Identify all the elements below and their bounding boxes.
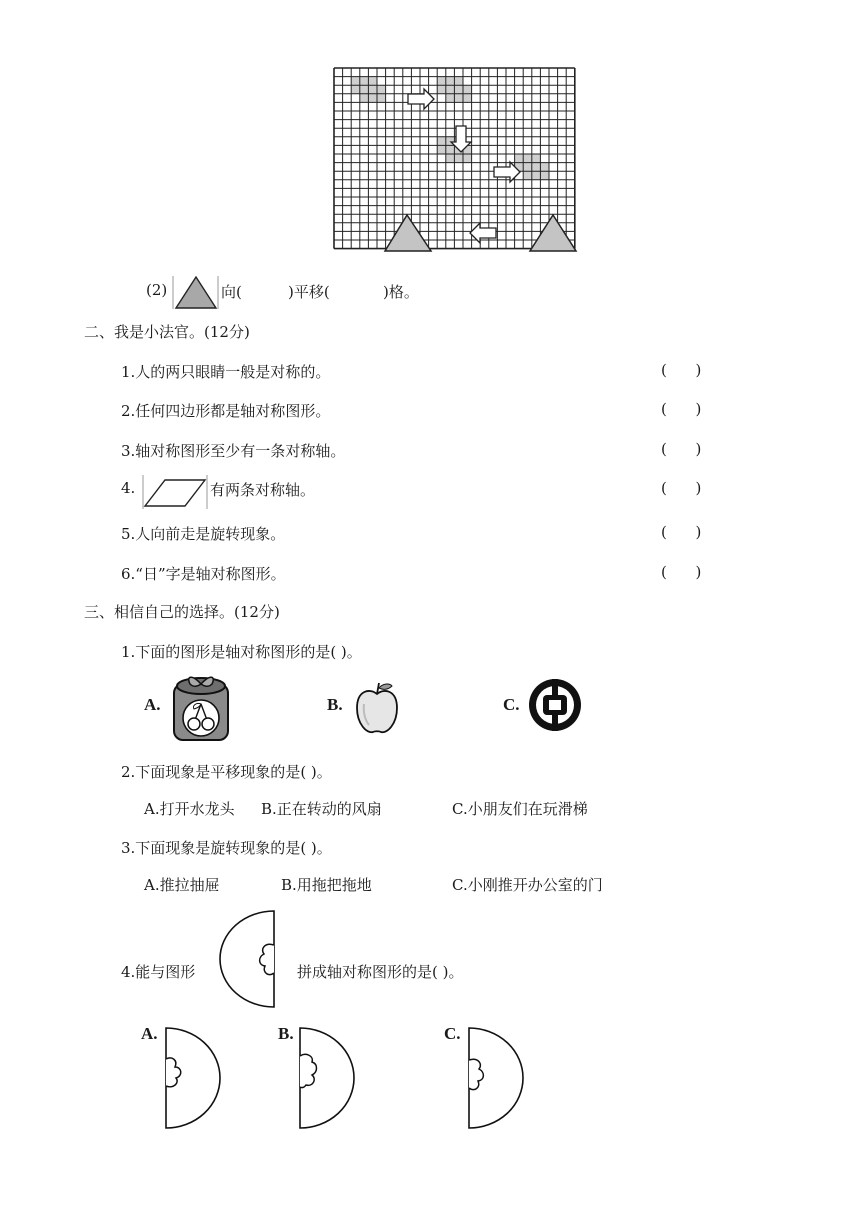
shaded-cell bbox=[437, 145, 446, 154]
shaded-cell bbox=[368, 77, 377, 86]
q3-option-c[interactable]: C.小刚推开办公室的门 bbox=[452, 876, 603, 894]
shaded-cell bbox=[446, 154, 455, 163]
choice-question-4-part-a: 4.能与图形 bbox=[121, 963, 196, 981]
question-1-2-move-text: )平移( bbox=[288, 283, 330, 301]
q2-option-c[interactable]: C.小朋友们在玩滑梯 bbox=[452, 800, 588, 818]
shaded-cell bbox=[532, 163, 541, 172]
q3-option-b[interactable]: B.用拖把拖地 bbox=[281, 876, 372, 894]
shaded-cell bbox=[523, 163, 532, 172]
shaded-cell bbox=[360, 77, 369, 86]
shaded-cell bbox=[437, 137, 446, 146]
choice-question-2: 2.下面现象是平移现象的是( )。 bbox=[121, 763, 332, 781]
judge-item-3: 3.轴对称图形至少有一条对称轴。 bbox=[121, 442, 346, 460]
shaded-cell bbox=[454, 77, 463, 86]
shaded-cell bbox=[437, 77, 446, 86]
shaded-cell bbox=[540, 171, 549, 180]
shaded-cell bbox=[351, 77, 360, 86]
q4-option-a-figure[interactable] bbox=[162, 1026, 222, 1132]
shaded-cell bbox=[454, 85, 463, 94]
judge-item-2: 2.任何四边形都是轴对称图形。 bbox=[121, 402, 331, 420]
choice-question-4-part-b: 拼成轴对称图形的是( )。 bbox=[297, 963, 464, 981]
half-circle-flower-figure bbox=[218, 909, 278, 1013]
jam-jar-icon[interactable] bbox=[170, 672, 232, 742]
shaded-cell bbox=[463, 94, 472, 103]
shaded-cell bbox=[454, 94, 463, 103]
q4-option-c-figure[interactable] bbox=[465, 1026, 525, 1132]
q4-option-c-label: C. bbox=[444, 1024, 461, 1043]
q3-option-a[interactable]: A.推拉抽屉 bbox=[144, 876, 220, 894]
apple-icon[interactable] bbox=[352, 680, 402, 736]
small-triangle-icon bbox=[172, 274, 220, 310]
judge-answer-3[interactable]: ( ) bbox=[661, 440, 702, 458]
q2-option-a[interactable]: A.打开水龙头 bbox=[144, 800, 235, 818]
shaded-cell bbox=[446, 94, 455, 103]
q4-option-a-label: A. bbox=[141, 1024, 158, 1043]
judge-item-4-number: 4. bbox=[121, 479, 136, 497]
choice-question-3: 3.下面现象是旋转现象的是( )。 bbox=[121, 839, 332, 857]
shaded-cell bbox=[463, 154, 472, 163]
q2-option-b[interactable]: B.正在转动的风扇 bbox=[261, 800, 382, 818]
shaded-cell bbox=[463, 85, 472, 94]
parallelogram-icon bbox=[141, 474, 209, 510]
shaded-cell bbox=[360, 85, 369, 94]
judge-item-1: 1.人的两只眼睛一般是对称的。 bbox=[121, 363, 331, 381]
judge-answer-5[interactable]: ( ) bbox=[661, 523, 702, 541]
question-1-2-number: (2) bbox=[146, 281, 168, 299]
judge-item-4-text: 有两条对称轴。 bbox=[210, 481, 316, 499]
shaded-cell bbox=[446, 145, 455, 154]
judge-item-5: 5.人向前走是旋转现象。 bbox=[121, 525, 286, 543]
translation-grid-figure bbox=[0, 0, 860, 260]
q4-option-b-label: B. bbox=[278, 1024, 294, 1043]
judge-answer-6[interactable]: ( ) bbox=[661, 563, 702, 581]
judge-answer-2[interactable]: ( ) bbox=[661, 400, 702, 418]
shaded-cell bbox=[523, 154, 532, 163]
shaded-cell bbox=[532, 154, 541, 163]
option-b-label: B. bbox=[327, 695, 343, 714]
choice-question-1: 1.下面的图形是轴对称图形的是( )。 bbox=[121, 643, 362, 661]
bank-logo-icon[interactable] bbox=[527, 677, 583, 733]
section-3-heading: 三、相信自己的选择。(12分) bbox=[84, 603, 280, 621]
shaded-cell bbox=[446, 85, 455, 94]
shaded-cell bbox=[523, 171, 532, 180]
triangle-shape-right bbox=[530, 215, 576, 251]
judge-answer-1[interactable]: ( ) bbox=[661, 361, 702, 379]
judge-item-6: 6.“日”字是轴对称图形。 bbox=[121, 565, 286, 583]
section-2-heading: 二、我是小法官。(12分) bbox=[84, 323, 250, 341]
option-a-label: A. bbox=[144, 695, 161, 714]
shaded-cell bbox=[515, 154, 524, 163]
triangle-shape-left bbox=[385, 215, 431, 251]
shaded-cell bbox=[360, 94, 369, 103]
q4-option-b-figure[interactable] bbox=[296, 1026, 356, 1132]
shaded-cell bbox=[540, 163, 549, 172]
shaded-cell bbox=[454, 154, 463, 163]
shaded-cell bbox=[532, 171, 541, 180]
shaded-cell bbox=[437, 85, 446, 94]
option-c-label: C. bbox=[503, 695, 520, 714]
question-1-2-grid-text: )格。 bbox=[383, 283, 419, 301]
shaded-cell bbox=[377, 94, 386, 103]
shaded-cell bbox=[377, 85, 386, 94]
shaded-cell bbox=[446, 77, 455, 86]
judge-answer-4[interactable]: ( ) bbox=[661, 479, 702, 497]
shaded-cell bbox=[368, 94, 377, 103]
shaded-cell bbox=[351, 85, 360, 94]
question-1-2-dir-text: 向( bbox=[221, 283, 242, 301]
shaded-cell bbox=[368, 85, 377, 94]
